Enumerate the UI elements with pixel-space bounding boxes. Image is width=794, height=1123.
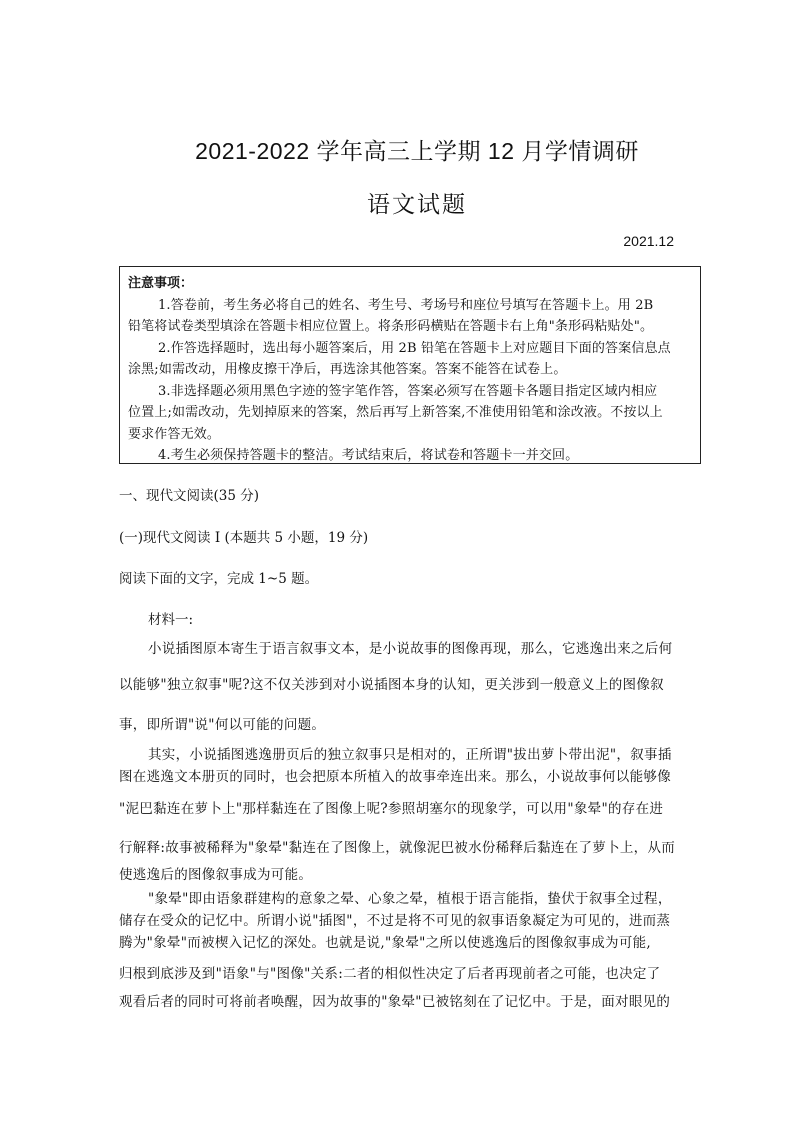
material-label: 材料一: — [148, 612, 194, 628]
page-title: 2021-2022 学年高三上学期 12 月学情调研 — [195, 138, 639, 164]
notice-line: 2.作答选择题时，选出每小题答案后，用 2B 铅笔在答题卡上对应题目下面的答案信息点 — [158, 340, 671, 356]
body-line: "象晕"即由语象群建构的意象之晕、心象之晕，植根于语言能指，蛰伏于叙事全过程， — [148, 891, 672, 907]
notice-line: 涂黑;如需改动，用橡皮擦干净后，再选涂其他答案。答案不能答在试卷上。 — [128, 362, 567, 377]
body-line: 储存在受众的记忆中。所谓小说"插图"，不过是将不可见的叙事语象凝定为可见的，进而蒸 — [119, 913, 671, 929]
notice-heading: 注意事项： — [128, 276, 194, 291]
body-line: 图在逃逸文本册页的同时，也会把原本所植入的故事牵连出来。那么，小说故事何以能够像 — [119, 769, 671, 785]
body-line: 腾为"象晕"而被楔入记忆的深处。也就是说,"象晕"之所以使逃逸后的图像叙事成为可能, — [119, 935, 652, 951]
notice-line: 要求作答无效。 — [128, 426, 221, 442]
body-line: 小说插图原本寄生于语言叙事文本，是小说故事的图像再现，那么，它逃逸出来之后何 — [148, 641, 673, 657]
body-line: 使逃逸后的图像叙事成为可能。 — [119, 867, 313, 883]
section-heading: 一、现代文阅读(35 分) — [119, 488, 260, 504]
exam-date: 2021.12 — [623, 233, 674, 249]
notice-line: 位置上;如需改动，先划掉原来的答案，然后再写上新答案,不准使用铅笔和涂改液。不按以上 — [128, 405, 663, 420]
section-subheading: (一)现代文阅读 I (本题共 5 小题，19 分) — [119, 530, 369, 546]
notice-line: 4.考生必须保持答题卡的整洁。考试结束后，将试卷和答题卡一并交回。 — [158, 448, 579, 463]
body-line: 行解释:故事被稀释为"象晕"黏连在了图像上，就像泥巴被水份稀释后黏连在了萝卜上，从而 — [119, 840, 676, 856]
page-subtitle: 语文试题 — [367, 191, 467, 217]
notice-line: 铅笔将试卷类型填涂在答题卡相应位置上。将条形码横贴在答题卡右上角"条形码粘贴处"。 — [128, 319, 654, 334]
notice-box — [119, 266, 701, 464]
body-line: 以能够"独立叙事"呢?这不仅关涉到对小说插图本身的认知，更关涉到一般意义上的图像叙 — [119, 677, 664, 693]
notice-line: 3.非选择题必须用黑色字迹的签字笔作答，答案必须写在答题卡各题目指定区域内相应 — [158, 383, 658, 399]
notice-line: 1.答卷前，考生务必将自己的姓名、考生号、考场号和座位号填写在答题卡上。用 2B — [158, 297, 654, 313]
body-line: 事，即所谓"说"何以可能的问题。 — [119, 717, 326, 733]
body-line: 归根到底涉及到"语象"与"图像"关系:二者的相似性决定了后者再现前者之可能，也决定了 — [119, 966, 661, 982]
body-line: 观看后者的同时可将前者唤醒，因为故事的"象晕"已被铭刻在了记忆中。于是，面对眼见的 — [119, 994, 671, 1010]
body-line: "泥巴黏连在萝卜上"那样黏连在了图像上呢?参照胡塞尔的现象学，可以用"象晕"的存在进 — [119, 801, 664, 817]
section-instruction: 阅读下面的文字，完成 1~5 题。 — [119, 571, 319, 587]
body-line: 其实，小说插图逃逸册页后的独立叙事只是相对的，正所谓"拔出萝卜带出泥"，叙事插 — [148, 747, 672, 763]
